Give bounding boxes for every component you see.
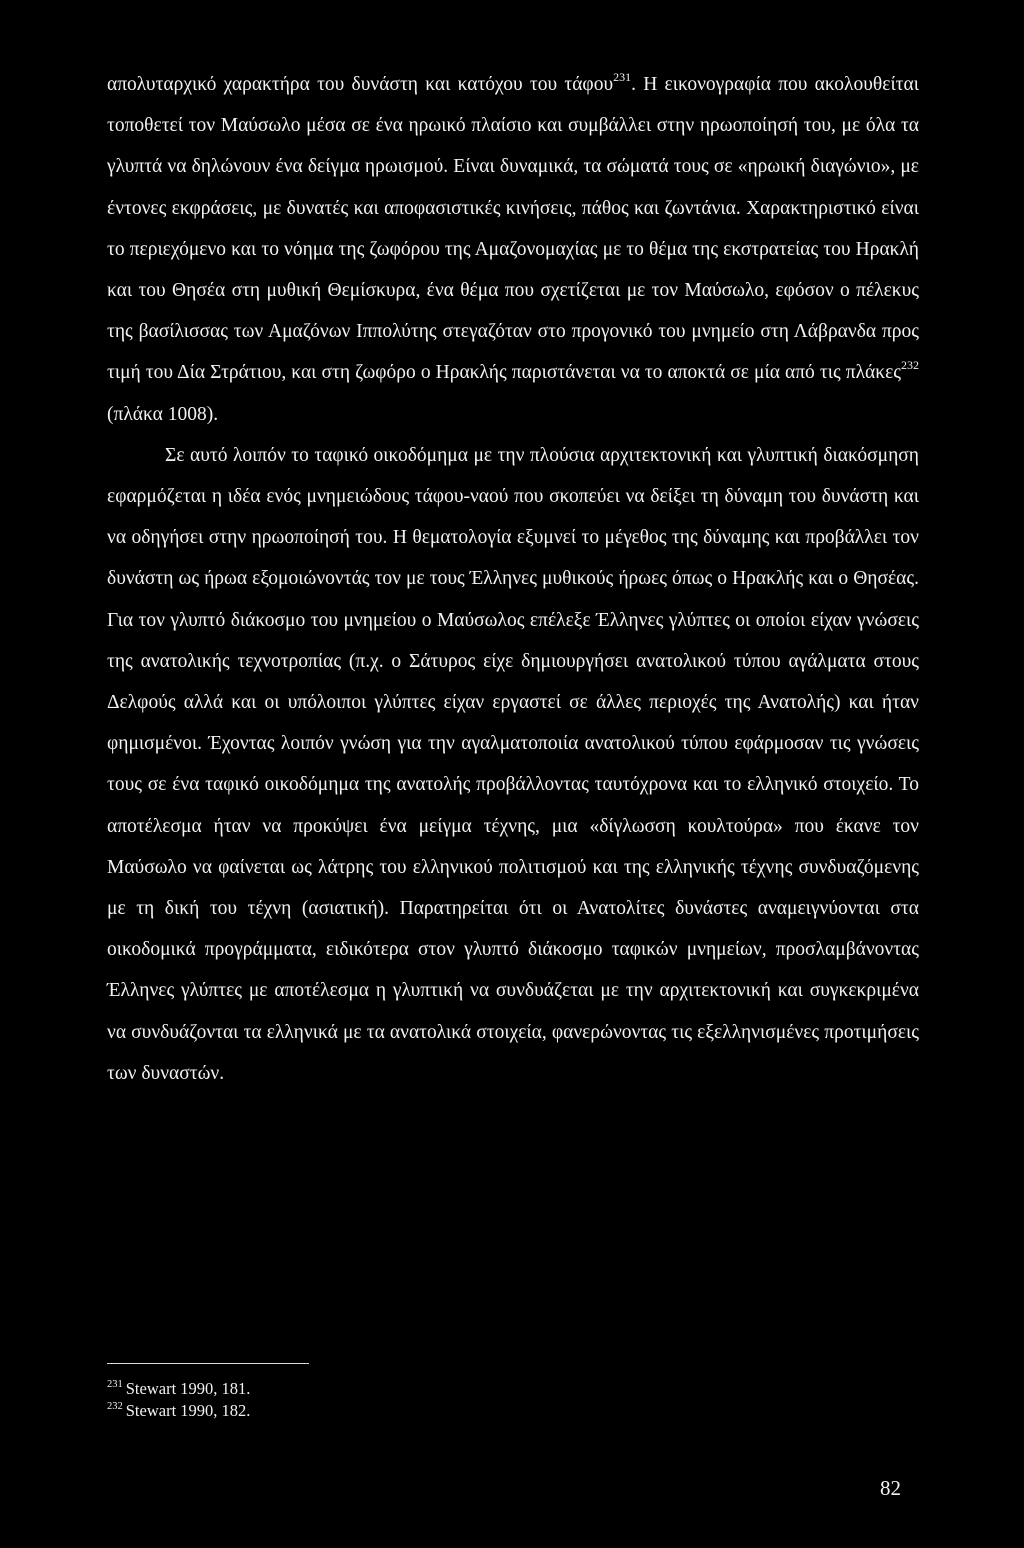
footnotes: [107, 1378, 250, 1422]
footnote: [107, 1378, 250, 1400]
body-text: [107, 64, 919, 1094]
footnote-text: Stewart 1990, 182.: [125, 1401, 251, 1420]
paragraph-text: απολυταρχικό χαρακτήρα του δυνάστη και κατόχου του τάφου: [107, 74, 614, 95]
paragraph-text: (πλάκα 1008).: [107, 403, 219, 425]
footnote-reference[interactable]: 231: [613, 70, 632, 84]
footnote: [107, 1400, 250, 1422]
footnote-reference[interactable]: 232: [901, 358, 919, 373]
footnote-separator: [107, 1363, 309, 1364]
paragraph-text: . Η εικονογραφία που ακολουθείται τοποθετεί τον Μαύσωλο μέσα σε ένα ηρωικό πλαίσιο και συμβάλλει στην ηρωοποίησή του, με όλα τα γλυπτά να δηλώνουν ένα δείγμα ηρωισμού. Είναι δυναμικά, τα σώματά τους σε «ηρωική διαγώνιο», με έντονες εκφράσεις, με δυνατές και αποφασιστικές κινήσεις, πάθος και ζωντάνια. Χαρακτηριστικό είναι το περιεχόμενο και το νόημα της ζωφόρου της Αμαζονομαχίας με το θέμα της εκστρατείας του Ηρακλή και του Θησέα στη μυθική Θεμίσκυρα, ένα θέμα που σχετίζεται με τον Μαύσωλο, εφόσον ο πέλεκυς της βασίλισσας των Αμαζόνων Ιππολύτης στεγαζόταν στο προγονικό του μνημείο στη Λάβρανδα προς τιμή του Δία Στράτιου, και στη ζωφόρο ο Ηρακλής παριστάνεται να το αποκτά σε μία από τις πλάκες: [107, 74, 919, 384]
page-number: 82: [880, 1476, 901, 1500]
footnote-text: Stewart 1990, 181.: [125, 1379, 251, 1398]
paragraph: [107, 64, 919, 435]
footnote-number: 232: [107, 1401, 123, 1412]
footnote-number: 231: [107, 1379, 123, 1390]
paragraph: Σε αυτό λοιπόν το ταφικό οικοδόμημα με την πλούσια αρχιτεκτονική και γλυπτική διακόσμηση εφαρμόζεται η ιδέα ενός μνημειώδους τάφου-ναού που σκοπεύει να δείξει τη δύναμη του δυνάστη και να οδηγήσει στην ηρωοποίησή του. Η θεματολογία εξυμνεί το μέγεθος της δύναμης και προβάλλει τον δυνάστη ως ήρωα εξομοιώνοντάς τον με τους Έλληνες μυθικούς ήρωες όπως ο Ηρακλής και ο Θησέας. Για τον γλυπτό διάκοσμο του μνημείου ο Μαύσωλος επέλεξε Έλληνες γλύπτες οι οποίοι είχαν γνώσεις της ανατολικής τεχνοτροπίας (π.χ. ο Σάτυρος είχε δημιουργήσει ανατολικού τύπου αγάλματα στους Δελφούς αλλά και οι υπόλοιποι γλύπτες είχαν εργαστεί σε άλλες περιοχές της Ανατολής) και ήταν φημισμένοι. Έχοντας λοιπόν γνώση για την αγαλματοποιία ανατολικού τύπου εφάρμοσαν τις γνώσεις τους σε ένα ταφικό οικοδόμημα της ανατολής προβάλλοντας ταυτόχρονα και το ελληνικό στοιχείο. Το αποτέλεσμα ήταν να προκύψει ένα μείγμα τέχνης, μια «δίγλωσση κουλτούρα» που έκανε τον Μαύσωλο να φαίνεται ως λάτρης του ελληνικού πολιτισμού και της ελληνικής τέχνης συνδυαζόμενης με τη δική του τέχνη (ασιατική). Παρατηρείται ότι οι Ανατολίτες δυνάστες αναμειγνύονται στα οικοδομικά προγράμματα, ειδικότερα στον γλυπτό διάκοσμο ταφικών μνημείων, προσλαμβάνοντας Έλληνες γλύπτες με αποτέλεσμα η γλυπτική να συνδυάζεται με την αρχιτεκτονική και συγκεκριμένα να συνδυάζονται τα ελληνικά με τα ανατολικά στοιχεία, φανερώνοντας τις εξελληνισμένες προτιμήσεις των δυναστών.: [107, 444, 919, 1084]
